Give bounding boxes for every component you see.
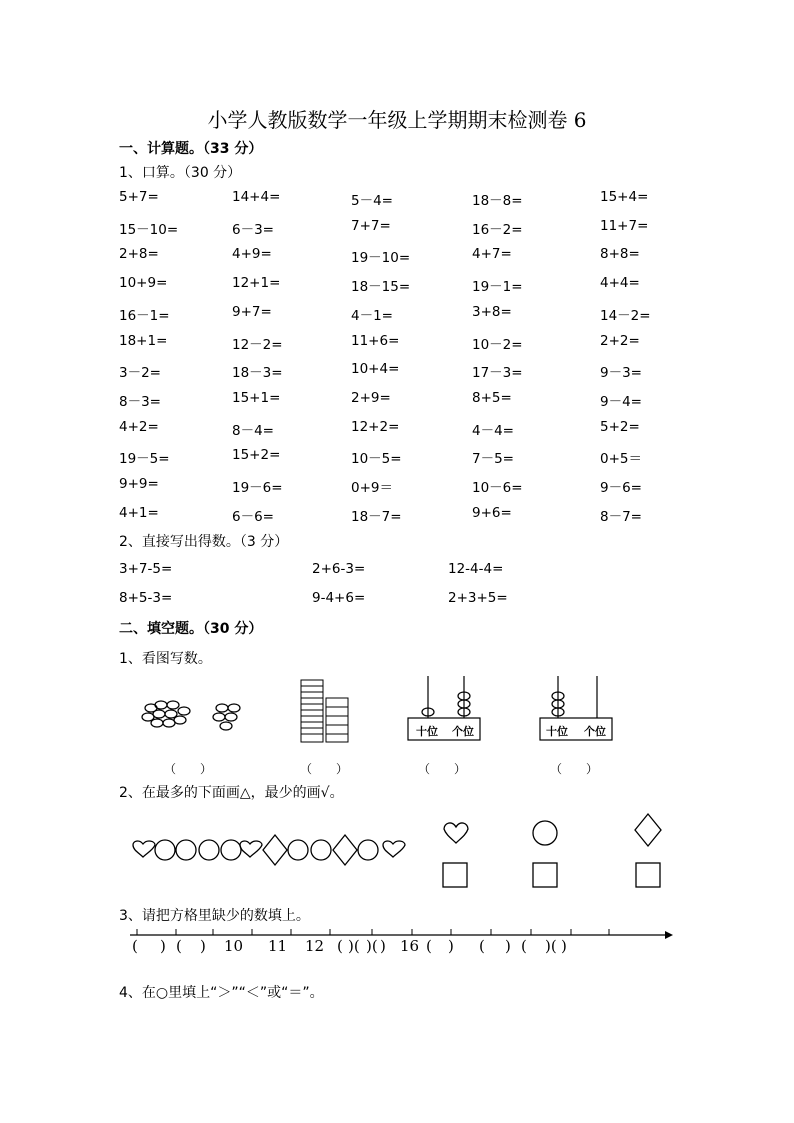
oral-equation: 15+2= bbox=[232, 447, 281, 464]
number-line-blank[interactable]: ) bbox=[380, 937, 386, 955]
number-line-blank[interactable]: ( bbox=[521, 937, 527, 955]
shapes-figure bbox=[125, 805, 685, 900]
question-1-1-heading: 1、口算。（30 分） bbox=[119, 165, 242, 181]
number-line-blank[interactable]: ( bbox=[337, 937, 343, 955]
diamond-icon bbox=[263, 835, 287, 865]
oral-equation: 10－6= bbox=[472, 480, 523, 496]
oral-equation: 4+4= bbox=[600, 275, 640, 292]
oral-equation: 8－4= bbox=[232, 422, 274, 439]
circle-icon bbox=[288, 840, 308, 860]
oral-equation: 14－2= bbox=[600, 307, 651, 324]
direct-equation: 8+5-3= bbox=[119, 590, 173, 606]
question-2-2-heading: 2、在最多的下面画△，最少的画√。 bbox=[119, 785, 344, 801]
oral-equation: 19－1= bbox=[472, 279, 523, 296]
oral-equation: 4+9= bbox=[232, 246, 272, 263]
oral-equation: 0+9＝ bbox=[351, 480, 393, 496]
oral-equation: 16－1= bbox=[119, 307, 170, 324]
direct-equation: 3+7-5= bbox=[119, 561, 173, 577]
square-icon bbox=[636, 863, 660, 887]
oral-equation: 0+5＝ bbox=[600, 451, 642, 468]
oral-equation: 19－5= bbox=[119, 451, 170, 468]
section-2-heading: 二、填空题。（30 分） bbox=[119, 621, 263, 637]
oral-equation: 5+2= bbox=[600, 418, 640, 435]
abacus-1-ones-label: 个位 bbox=[452, 725, 474, 738]
oral-equation: 11+6= bbox=[351, 332, 400, 349]
section-1-heading: 一、计算题。（33 分） bbox=[119, 141, 263, 157]
ten-beads-group bbox=[142, 701, 190, 727]
number-line-value: 10 bbox=[224, 937, 244, 955]
oral-equation: 8+5= bbox=[472, 389, 512, 406]
oral-equation: 8－3= bbox=[119, 393, 161, 410]
abacus-2-tens-label: 十位 bbox=[546, 725, 568, 738]
oral-equation: 4－1= bbox=[351, 307, 393, 324]
number-line-blank[interactable]: ( bbox=[479, 937, 485, 955]
question-2-3-heading: 3、请把方格里缺少的数填上。 bbox=[119, 908, 310, 924]
blocks-figure bbox=[301, 680, 348, 742]
oral-equation: 19－10= bbox=[351, 250, 411, 267]
number-line-blank[interactable]: ) bbox=[448, 937, 454, 955]
oral-equation: 10+4= bbox=[351, 361, 400, 378]
answer-blank-3[interactable]: （ ） bbox=[418, 762, 467, 776]
oral-equation: 2+8= bbox=[119, 246, 159, 263]
oral-equation: 2+9= bbox=[351, 389, 391, 406]
circle-icon bbox=[358, 840, 378, 860]
question-1-2-heading: 2、直接写出得数。（3 分） bbox=[119, 534, 289, 550]
oral-equation: 15－10= bbox=[119, 221, 179, 238]
oral-equation: 12+1= bbox=[232, 275, 281, 292]
oral-equation: 7－5= bbox=[472, 451, 514, 468]
square-icon bbox=[443, 863, 467, 887]
oral-equation: 15+4= bbox=[600, 189, 649, 205]
number-line-value: 11 bbox=[268, 937, 288, 955]
direct-equation: 2+6-3= bbox=[312, 561, 366, 577]
oral-equation: 4－4= bbox=[472, 422, 514, 439]
page-title: 小学人教版数学一年级上学期期末检测卷 6 bbox=[207, 108, 587, 132]
oral-equation: 18－3= bbox=[232, 365, 283, 382]
oral-equation: 10－2= bbox=[472, 336, 523, 353]
heart-icon bbox=[444, 823, 468, 843]
number-line-blank[interactable]: ( bbox=[426, 937, 432, 955]
number-line-blank[interactable]: ) bbox=[505, 937, 511, 955]
number-line-arrow bbox=[665, 931, 673, 939]
oral-equation: 5+7= bbox=[119, 189, 159, 205]
square-icon bbox=[533, 863, 557, 887]
number-line-value: 16 bbox=[400, 937, 420, 955]
answer-blank-4[interactable]: （ ） bbox=[550, 762, 599, 776]
oral-equation: 3+8= bbox=[472, 303, 512, 320]
abacus-2-ones-label: 个位 bbox=[584, 725, 606, 738]
question-2-4-heading: 4、在○里填上“＞”“＜”或“＝”。 bbox=[119, 985, 324, 1001]
oral-equation: 4+1= bbox=[119, 504, 159, 521]
number-line-blank[interactable]: )( bbox=[366, 937, 378, 955]
diamond-icon bbox=[333, 835, 357, 865]
number-line-blank[interactable]: ) bbox=[200, 937, 206, 955]
direct-equation: 9-4+6= bbox=[312, 590, 366, 606]
oral-equation: 10－5= bbox=[351, 451, 402, 468]
oral-equation: 17－3= bbox=[472, 365, 523, 382]
oral-equation: 9+6= bbox=[472, 504, 512, 521]
oral-equation: 8+8= bbox=[600, 246, 640, 263]
count-pictures bbox=[130, 672, 690, 752]
oral-equation: 12－2= bbox=[232, 336, 283, 353]
question-2-1-heading: 1、看图写数。 bbox=[119, 651, 212, 667]
answer-blank-2[interactable]: （ ） bbox=[300, 762, 349, 776]
oral-equation: 9+7= bbox=[232, 303, 272, 320]
heart-icon bbox=[383, 841, 405, 857]
oral-equation: 9－3= bbox=[600, 365, 642, 382]
diamond-icon bbox=[635, 814, 661, 846]
heart-icon bbox=[133, 841, 155, 857]
oral-equation: 18+1= bbox=[119, 332, 168, 349]
oral-equation: 8－7= bbox=[600, 508, 642, 525]
oral-equation: 9－4= bbox=[600, 393, 642, 410]
oral-equation: 15+1= bbox=[232, 389, 281, 406]
five-beads-group bbox=[213, 704, 240, 730]
oral-equation: 5－4= bbox=[351, 193, 393, 209]
number-line-blank[interactable]: )( bbox=[545, 937, 557, 955]
direct-equation: 12-4-4= bbox=[448, 561, 504, 577]
oral-equation: 11+7= bbox=[600, 217, 649, 234]
oral-equation: 12+2= bbox=[351, 418, 400, 435]
abacus-1-tens-label: 十位 bbox=[416, 725, 438, 738]
oral-equation: 9+9= bbox=[119, 476, 159, 492]
number-line-blank[interactable]: )( bbox=[348, 937, 360, 955]
circle-icon bbox=[176, 840, 196, 860]
answer-blank-1[interactable]: （ ） bbox=[164, 762, 213, 776]
circle-icon bbox=[311, 840, 331, 860]
oral-equation: 19－6= bbox=[232, 480, 283, 496]
number-line-blank[interactable]: ) bbox=[561, 937, 567, 955]
oral-equation: 3－2= bbox=[119, 365, 161, 382]
circle-icon bbox=[221, 840, 241, 860]
direct-equation: 2+3+5= bbox=[448, 590, 508, 606]
circle-icon bbox=[155, 840, 175, 860]
oral-equation: 2+2= bbox=[600, 332, 640, 349]
oral-equation: 6－3= bbox=[232, 221, 274, 238]
number-line-blank[interactable]: ( bbox=[132, 937, 138, 955]
oral-equation: 18－8= bbox=[472, 193, 523, 209]
oral-equation: 4+2= bbox=[119, 418, 159, 435]
oral-equation: 18－15= bbox=[351, 279, 411, 296]
number-line-blank[interactable]: ) bbox=[160, 937, 166, 955]
number-line-blank[interactable]: ( bbox=[176, 937, 182, 955]
oral-equation: 6－6= bbox=[232, 508, 274, 525]
circle-icon bbox=[199, 840, 219, 860]
oral-equation: 4+7= bbox=[472, 246, 512, 263]
oral-equation: 7+7= bbox=[351, 217, 391, 234]
circle-icon bbox=[533, 821, 557, 845]
oral-equation: 10+9= bbox=[119, 275, 168, 292]
oral-equation: 18－7= bbox=[351, 508, 402, 525]
heart-icon bbox=[240, 841, 262, 857]
oral-equation: 16－2= bbox=[472, 221, 523, 238]
oral-equation: 14+4= bbox=[232, 189, 281, 205]
oral-equation: 9－6= bbox=[600, 480, 642, 496]
number-line-value: 12 bbox=[305, 937, 325, 955]
